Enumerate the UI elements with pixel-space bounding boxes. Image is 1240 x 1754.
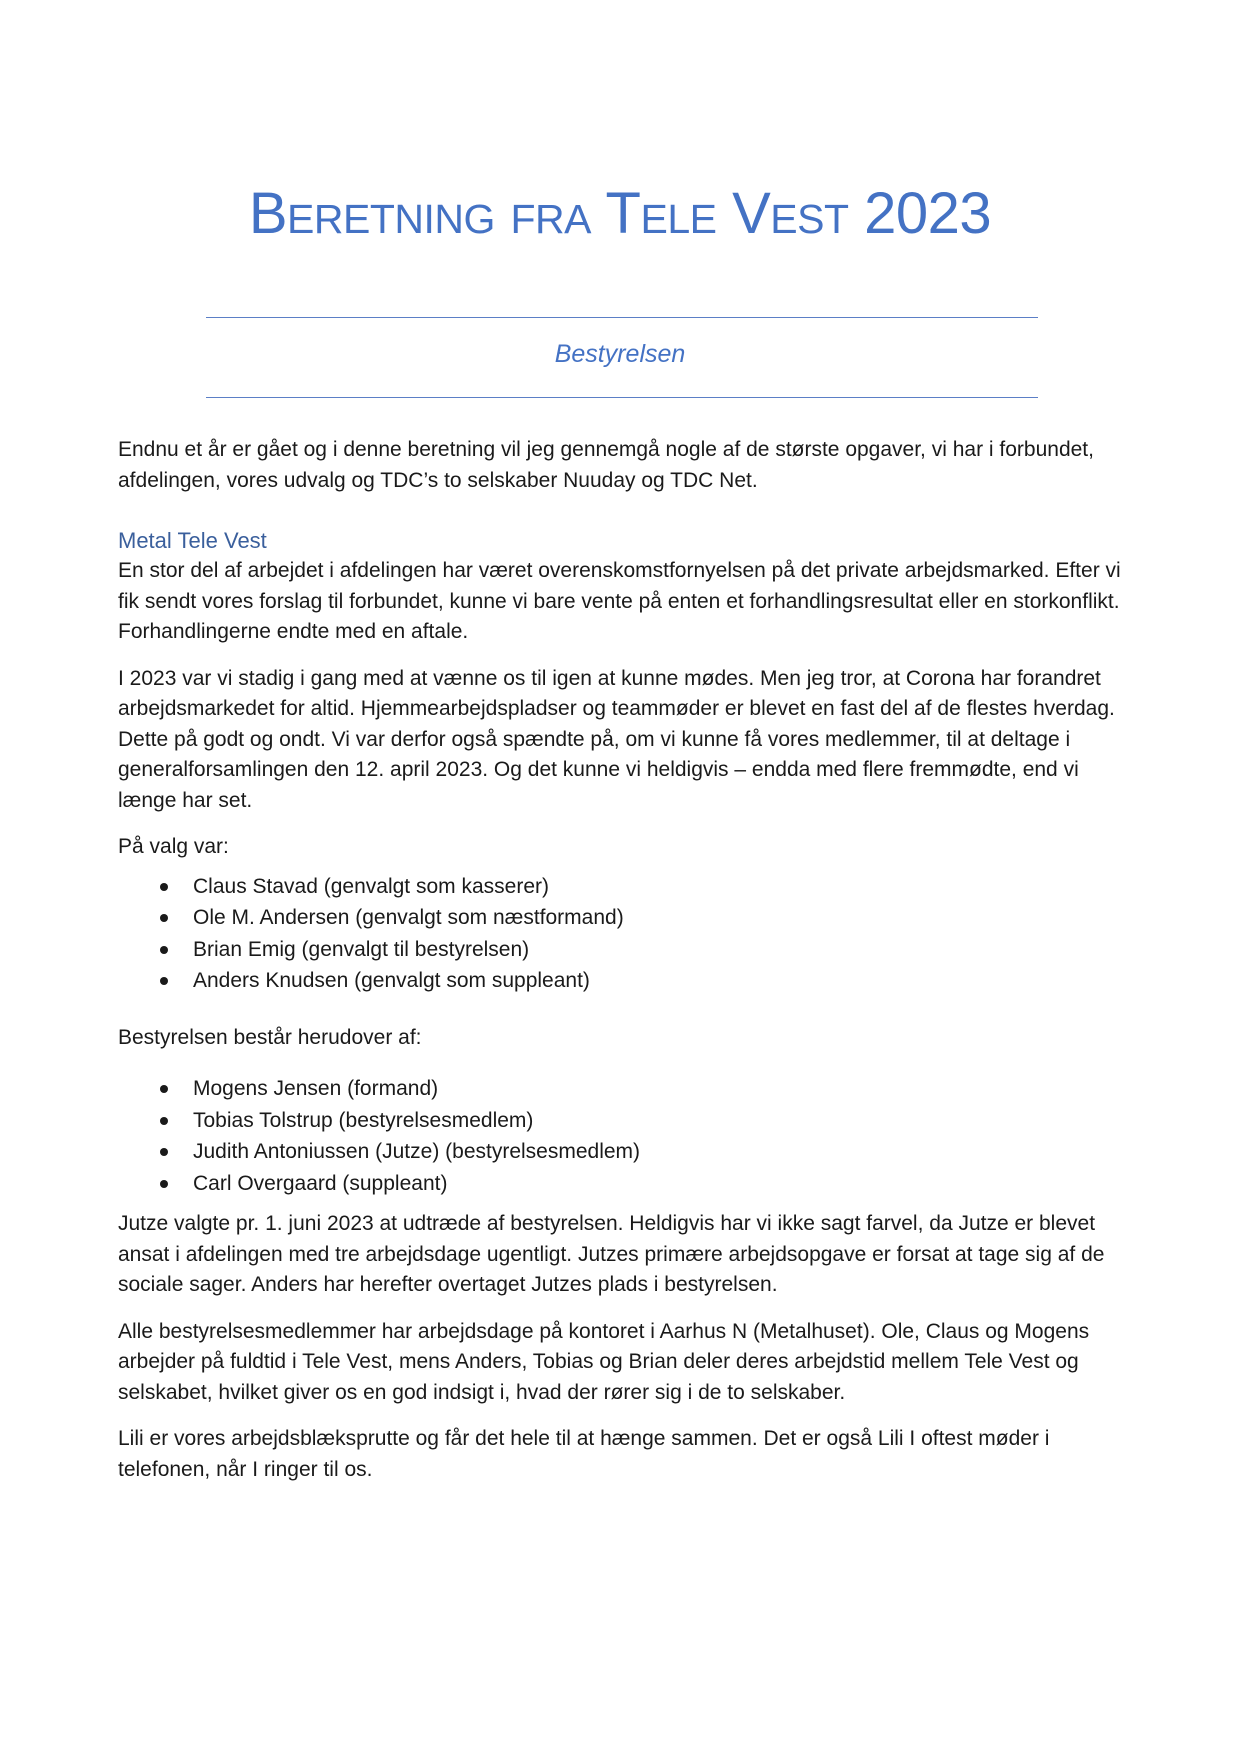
paragraph: En stor del af arbejdet i afdelingen har været overenskomstfornyelsen på det private arbejdsmarked. Efter vi fik sendt vores forslag til forbundet, kunne vi bare vente på enten et forhandlingsresultat eller en storkonflikt. Forhandlingerne endte med en aftale. (118, 559, 1121, 643)
paragraph: Lili er vores arbejdsblæksprutte og får det hele til at hænge sammen. Det er også Lili I oftest møder i telefonen, når I ringer til os. (118, 1427, 1050, 1481)
list-item (118, 1168, 1128, 1200)
bullet-icon (160, 1180, 168, 1188)
election-list (118, 871, 1128, 997)
paragraph: Alle bestyrelsesmedlemmer har arbejdsdage på kontoret i Aarhus N (Metalhuset). Ole, Claus og Mogens arbejder på fuldtid i Tele Vest, mens Anders, Tobias og Brian deler deres arbejdstid mellem Tele Vest og selskabet, hvilket giver os en god indsigt i, hvad der rører sig i de to selskaber. (118, 1319, 1090, 1404)
list-item-text: Brian Emig (genvalgt til bestyrelsen) (193, 937, 530, 961)
title-divider-bottom (206, 397, 1038, 398)
paragraph: Jutze valgte pr. 1. juni 2023 at udtræde af bestyrelsen. Heldigvis har vi ikke sagt farvel, da Jutze er blevet ansat i afdelingen med tre arbejdsdage ugentligt. Jutzes primære arbejdsopgave er forsat at tage sig af de sociale sager. Anders har herefter overtaget Jutzes plads i bestyrelsen. (118, 1212, 1105, 1296)
board-list (118, 1073, 1128, 1199)
bullet-icon (160, 977, 168, 985)
section-heading: Metal Tele Vest (118, 528, 267, 553)
list-item-text: Judith Antoniussen (Jutze) (bestyrelsesmedlem) (193, 1140, 641, 1163)
title-divider-top (206, 317, 1038, 318)
paragraph: I 2023 var vi stadig i gang med at vænne os til igen at kunne mødes. Men jeg tror, at Corona har forandret arbejdsmarkedet for altid. Hjemmearbejdspladser og teammøder er blevet en fast del af de flestes hverdag. Dette på godt og ondt. Vi var derfor også spændte på, om vi kunne få vores medlemmer, til at deltage i generalforsamlingen den 12. april 2023. Og det kunne vi heldigvis – endda med flere fremmødte, end vi længe har set. (118, 666, 1115, 812)
list-item-text: Claus Stavad (genvalgt som kasserer) (193, 874, 549, 898)
document-body (118, 435, 1128, 1501)
bullet-icon (160, 914, 168, 922)
board-intro: Bestyrelsen består herudover af: (118, 1025, 422, 1049)
intro-paragraph: Endnu et år er gået og i denne beretning vil jeg gennemgå nogle af de største opgaver, vi har i forbundet, afdelingen, vores udvalg og TDC’s to selskaber Nuuday og TDC Net. (118, 438, 1094, 492)
bullet-icon (160, 946, 168, 954)
list-item (118, 902, 1128, 934)
list-item-text: Carl Overgaard (suppleant) (193, 1171, 448, 1195)
document-subtitle: Bestyrelsen (554, 340, 686, 368)
list-item (118, 1105, 1128, 1137)
list-item (118, 871, 1128, 903)
bullet-icon (160, 1148, 168, 1156)
list-item-text: Ole M. Andersen (genvalgt som næstformand) (193, 906, 624, 929)
list-item (118, 934, 1128, 966)
document-title: Beretning fra Tele Vest 2023 (248, 181, 992, 246)
list-item-text: Mogens Jensen (formand) (193, 1077, 439, 1100)
bullet-icon (160, 1085, 168, 1093)
list-item-text: Tobias Tolstrup (bestyrelsesmedlem) (193, 1108, 534, 1132)
list-item (118, 1136, 1128, 1168)
list-item (118, 965, 1128, 997)
bullet-icon (160, 883, 168, 891)
list-item (118, 1073, 1128, 1105)
election-intro: På valg var: (118, 835, 229, 858)
bullet-icon (160, 1117, 168, 1125)
list-item-text: Anders Knudsen (genvalgt som suppleant) (193, 969, 590, 992)
